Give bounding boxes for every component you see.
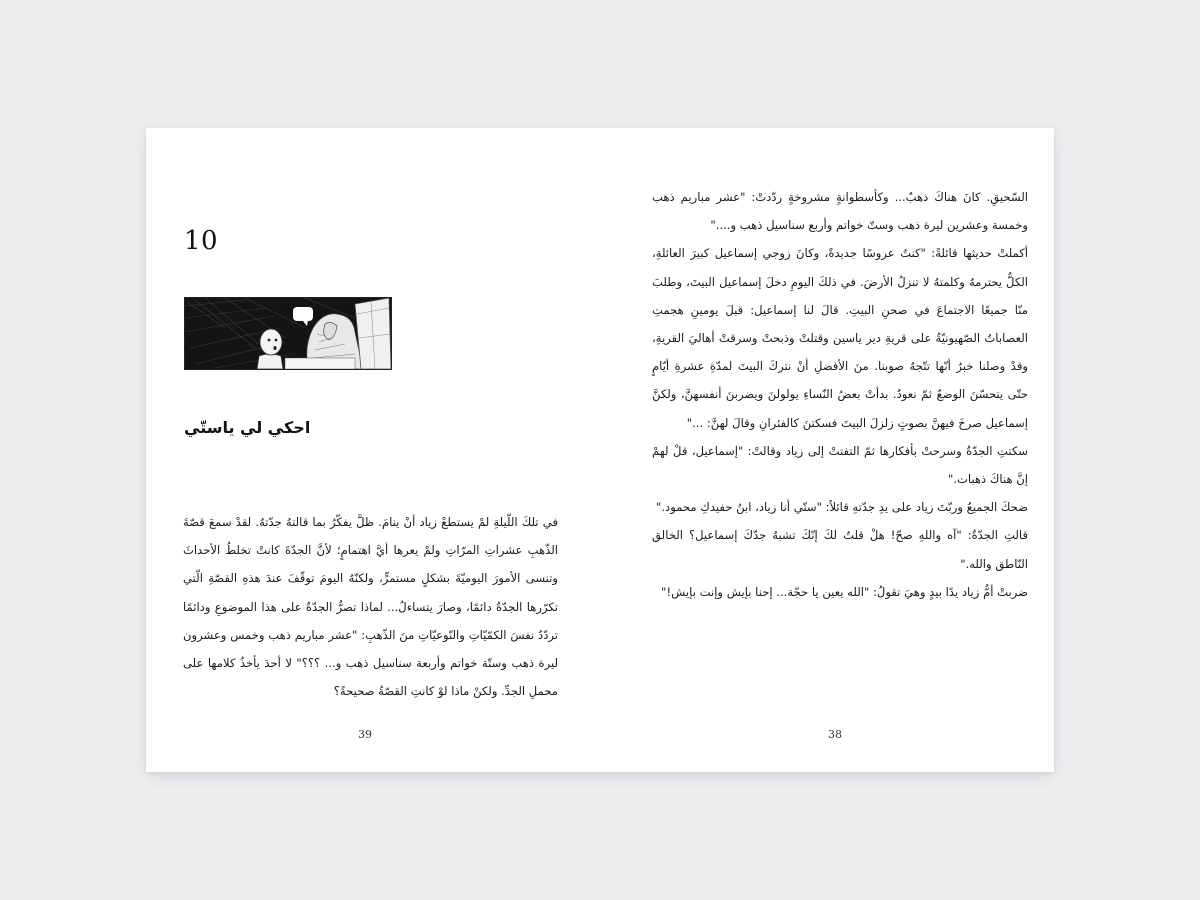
- comic-panel-illustration: [185, 298, 391, 369]
- paragraph: السّحيقِ. كانَ هناكَ ذهبٌ... وكأسطوانةٍ مشروخةٍ ردّدتْ: "عشر مباريم ذهب وخمسة وعشرين ليرة ذهب وستّ خواتم وأربع سناسيل ذهب و....": [652, 190, 1028, 233]
- left-page-body: [183, 508, 558, 705]
- right-page-body: [652, 183, 1028, 606]
- chapter-title: احكي لي ياستّي: [184, 418, 311, 437]
- table: [285, 358, 355, 369]
- paragraph: سكتتِ الجدّةُ وسرحتْ بأفكارها ثمّ التفتتْ إلى زياد وقالتْ: "إسماعيل، قلْ لهمْ إنَّ هناكَ ذهبات.": [652, 443, 1028, 487]
- paragraph: أكملتْ حديثها قائلةً: "كنتُ عروسًا جديدةً، وكانَ زوجي إسماعيل كبيرَ العائلةِ، الكلُّ يحترمهُ وكلمتهُ لا تنزلُ الأرضَ. في ذلكَ اليومِ دخلَ إسماعيل البيتَ، وطلبَ منّا جميعًا الاجتماعَ في صحنِ البيتِ. قالَ لنا إسماعيل: قبلَ يومينِ هجمتِ العصاباتُ الصّهيونيّةُ على قريةِ دير ياسين وقتلتْ وذبحتْ وسرقتْ أهاليَ القريةِ، وقدْ وصلنا خبرٌ أنّها تتّجهُ صوبنا. منَ الأفضلِ أنْ نتركَ البيتَ لمدّةِ عشرةِ أيّامٍ حتّى يتحسّنَ الوضعُ ثمّ نعودُ. بدأتْ بعضُ النّساءِ يولولنَ ويضربنَ أنفسهنَّ، ولكنَّ إسماعيل صرخَ فيهنَّ بصوتٍ زلزلَ البيتَ فسكتنَ كالفئرانِ وقالَ لهنَّ: ...": [652, 246, 1028, 430]
- page-number-left: 39: [358, 728, 372, 741]
- right-page: [600, 128, 1054, 772]
- speech-bubble: [293, 307, 313, 321]
- book-spread: [146, 128, 1054, 772]
- page-number-right: 38: [828, 728, 842, 741]
- paragraph: ضحكَ الجميعُ وربّتَ زياد على يدِ جدّتهِ قائلاً: "ستّي أنا زياد، ابنُ حفيدكِ محمود.": [656, 500, 1028, 515]
- window-frame: [355, 298, 391, 369]
- chapter-illustration: [184, 297, 392, 370]
- paragraph: قالتِ الجدّةُ: "آه واللهِ صحّ! هلْ قلتُ لكَ إنّكَ تشبهُ جدّكَ إسماعيل؟ الخالق النّاطق والله.": [652, 528, 1028, 571]
- paragraph: في تلكَ اللّيلةِ لمْ يستطعْ زياد أنْ ينامَ. ظلَّ يفكّرُ بما قالتهُ جدّتهُ. لقدْ سمعَ قصّةَ الذّهبِ عشراتِ المرّاتِ ولمْ يعرها أيَّ اهتمامٍ؛ لأنَّ الجدّةَ كانتْ تخلطُ الأحداثَ وتنسى الأمورَ اليوميّةَ بشكلٍ مستمرٍّ، ولكنّهُ اليومَ توقّفَ عندَ هذهِ القصّةِ الّتي تكرّرها الجدّةُ دائمًا، وصارَ يتساءلُ... لماذا تصرُّ الجدّةُ على هذا الموضوعِ ودائمًا تردّدُ نفسَ الكمّيّاتِ والنّوعيّاتِ منَ الذّهبِ: "عشر مباريم ذهب وخمس وعشرون ليرة ذهب وستّة خواتم وأربعة سناسيل ذهب و... ؟؟؟" لا أحدَ يأخذُ كلامها على محملِ الجدِّ. ولكنْ ماذا لوْ كانتِ القصّةُ صحيحةً؟: [183, 515, 558, 699]
- paragraph: ضربتْ أمُّ زياد يدًا بيدٍ وهيَ تقولُ: "الله يعين يا حجّة... إحنا بإيش وإنت بإيش!": [661, 584, 1028, 599]
- left-page: [146, 128, 600, 772]
- chapter-number: 10: [184, 226, 219, 256]
